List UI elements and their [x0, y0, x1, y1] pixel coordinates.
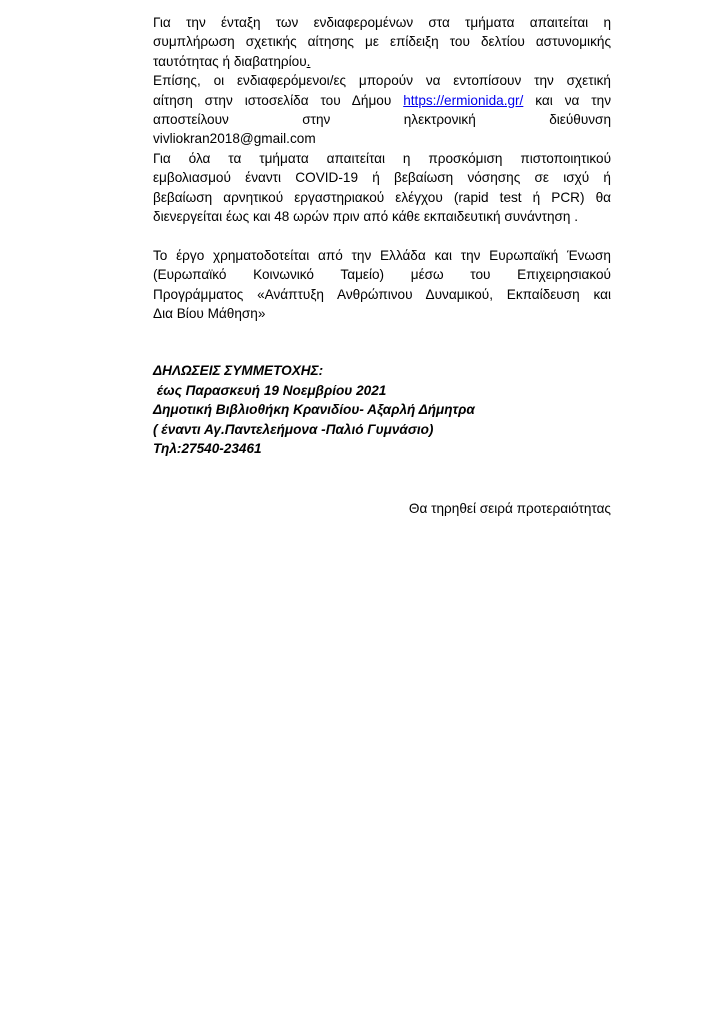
closing-note: Θα τηρηθεί σειρά προτεραιότητας [408, 501, 611, 516]
intro-line-3-text: ταυτότητας ή διαβατηρίου [153, 53, 307, 69]
application-word-send: αποστείλουν [153, 112, 229, 128]
declarations-phone: Τηλ:27540-23461 [153, 441, 262, 457]
declarations-deadline [153, 381, 611, 400]
funding-line-4: Δια Βίου Μάθηση» [153, 306, 266, 322]
funding-line-2: (Ευρωπαϊκό Κοινωνικό Ταμείο) μέσω του Επιχειρησιακού [153, 267, 611, 283]
application-word-electronic: ηλεκτρονική [403, 112, 476, 128]
application-line-1: Επίσης, οι ενδιαφερόμενοι/ες μπορούν να εντοπίσουν την σχετική [153, 73, 611, 89]
declarations-heading: ΔΗΛΩΣΕΙΣ ΣΥΜΜΕΤΟΧΗΣ: [153, 363, 324, 379]
application-word-to: στην [302, 112, 331, 128]
intro-line-3 [153, 52, 611, 71]
intro-line-3-period: . [306, 53, 311, 69]
declarations-location: ( έναντι Αγ.Παντελεήμονα -Παλιό Γυμνάσιο) [153, 421, 434, 437]
paragraph-spacer [153, 226, 611, 245]
section-spacer [153, 323, 611, 361]
intro-line-2: συμπλήρωση σχετικής αίτησης με επίδειξη του δελτίου αστυνομικής [153, 34, 611, 50]
intro-line-1: Για την ένταξη των ενδιαφερομένων στα τμήματα απαιτείται η [153, 15, 611, 30]
covid-line-2: εμβολιασμού έναντι COVID-19 ή βεβαίωση νόσησης σε ισχύ ή [153, 170, 611, 186]
application-word-address: διεύθυνση [549, 112, 612, 128]
application-line-2 [153, 91, 611, 110]
application-line-3 [153, 110, 611, 129]
intro-paragraph [153, 13, 611, 71]
contact-email: vivliokran2018@gmail.com [153, 131, 316, 147]
application-line-2-before: αίτηση στην ιστοσελίδα του Δήμου [153, 92, 392, 108]
funding-paragraph [153, 246, 611, 324]
application-line-2-after: και να την [535, 92, 611, 108]
application-paragraph [153, 71, 611, 149]
covid-line-4: διενεργείται έως και 48 ωρών πριν από κάθε εκπαιδευτική συνάντηση . [153, 209, 579, 225]
ermionida-link[interactable]: https://ermionida.gr/ [403, 92, 524, 108]
document-page [153, 13, 612, 516]
declarations-block [153, 361, 611, 458]
declarations-library: Δημοτική Βιβλιοθήκη Κρανιδίου- Αξαρλή Δήμητρα [153, 402, 475, 418]
funding-line-1: Το έργο χρηματοδοτείται από την Ελλάδα και την Ευρωπαϊκή Ένωση [153, 247, 611, 263]
covid-line-3: βεβαίωση αρνητικού εργαστηριακού ελέγχου (rapid test ή PCR) θα [153, 189, 611, 205]
deadline-text: έως Παρασκευή 19 Νοεμβρίου 2021 [156, 382, 387, 398]
covid-line-1: Για όλα τα τμήματα απαιτείται η προσκόμιση πιστοποιητικού [153, 150, 611, 166]
covid-paragraph [153, 149, 611, 227]
funding-line-3: Προγράμματος «Ανάπτυξη Ανθρώπινου Δυναμικού, Εκπαίδευση και [153, 286, 611, 302]
